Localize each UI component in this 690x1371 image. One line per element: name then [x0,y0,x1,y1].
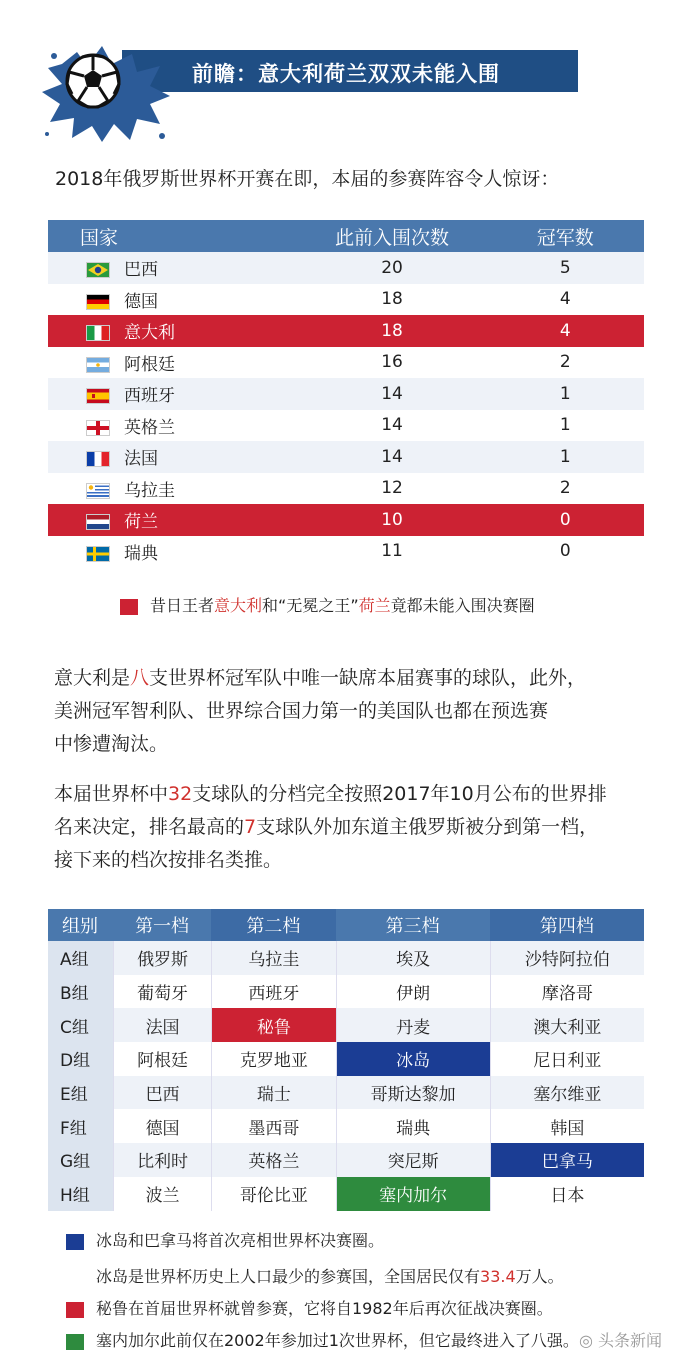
team-cell-highlight-blue: 冰岛 [336,1042,490,1076]
legend-highlight: 荷兰 [358,596,391,615]
netherlands-flag-icon [86,514,110,530]
red-legend-square [66,1302,84,1318]
team-cell: 法国 [113,1008,211,1042]
titles-value: 5 [487,252,644,284]
banner-title: 前瞻：意大利荷兰双双未能入围 [192,62,500,86]
titles-value: 0 [487,536,644,568]
titles-value: 2 [487,473,644,505]
appearances-value: 20 [298,252,487,284]
team-cell: 巴西 [113,1076,211,1110]
note-blue: 冰岛和巴拿马将首次亮相世界杯决赛圈。 [66,1228,384,1251]
germany-flag-icon [86,294,110,310]
green-legend-square [66,1334,84,1350]
legend-text: 竟都未能入围决赛圈 [390,596,535,615]
table-row [48,536,644,568]
titles-value: 2 [487,347,644,379]
group-draw-table [48,909,644,1211]
sweden-flag-icon [86,546,110,562]
country-name: 荷兰 [124,512,158,533]
appearances-value: 14 [298,441,487,473]
team-cell: 阿根廷 [113,1042,211,1076]
team-cell: 克罗地亚 [211,1042,335,1076]
red-legend-square [120,599,138,615]
table-row [48,284,644,316]
team-cell: 瑞士 [211,1076,335,1110]
appearances-value: 18 [298,315,487,347]
appearances-value: 16 [298,347,487,379]
group-label: F组 [48,1109,113,1143]
country-name: 瑞典 [124,543,158,564]
team-cell: 韩国 [490,1109,644,1143]
titles-value: 1 [487,441,644,473]
table-row [48,410,644,442]
team-cell: 丹麦 [336,1008,490,1042]
brazil-flag-icon [86,262,110,278]
england-flag-icon [86,420,110,436]
table-row [48,1042,644,1076]
header-pot-3: 第三档 [336,909,490,941]
note-red: 秘鲁在首届世界杯就曾参赛，它将自1982年后再次征战决赛圈。 [66,1296,553,1319]
appearances-table [48,220,644,567]
header-appearances: 此前入围次数 [298,220,487,252]
argentina-flag-icon [86,357,110,373]
team-cell: 波兰 [113,1177,211,1211]
titles-value: 4 [487,315,644,347]
section-banner [42,44,532,104]
blue-legend-square [66,1234,84,1250]
uruguay-flag-icon [86,483,110,499]
team-cell: 摩洛哥 [490,975,644,1009]
team-cell-highlight-red: 秘鲁 [211,1008,335,1042]
titles-value: 1 [487,410,644,442]
table-row-highlighted [48,315,644,347]
header-pot-2: 第二档 [211,909,335,941]
team-cell-highlight-green: 塞内加尔 [336,1177,490,1211]
legend-text: 和“无冕之王” [262,596,359,615]
legend-text: 昔日王者 [150,596,215,615]
group-label: E组 [48,1076,113,1110]
italy-flag-icon [86,325,110,341]
team-cell: 墨西哥 [211,1109,335,1143]
team-cell: 哥伦比亚 [211,1177,335,1211]
appearances-value: 12 [298,473,487,505]
table-row [48,378,644,410]
table-row [48,975,644,1009]
team-cell: 瑞典 [336,1109,490,1143]
team-cell: 葡萄牙 [113,975,211,1009]
table-row [48,1143,644,1177]
table-row-highlighted [48,504,644,536]
appearances-value: 14 [298,378,487,410]
table-header-row [48,220,644,252]
header-titles: 冠军数 [487,220,644,252]
paragraph-1: 意大利是八支世界杯冠军队中唯一缺席本届赛事的球队，此外， 美洲冠军智利队、世界综合国力第一的美国队也都在预选赛 中惨遭淘汰。 [54,667,587,755]
country-name: 阿根廷 [124,354,175,375]
titles-value: 0 [487,504,644,536]
legend-highlight: 意大利 [214,596,263,615]
paragraph-2: 本届世界杯中32支球队的分档完全按照2017年10月公布的世界排 名来决定，排名最高的7支球队外加东道主俄罗斯被分到第一档， 接下来的档次按排名类推。 [54,783,607,871]
appearances-value: 10 [298,504,487,536]
table1-legend [120,593,535,616]
spain-flag-icon [86,388,110,404]
team-cell: 西班牙 [211,975,335,1009]
country-name: 西班牙 [124,386,175,407]
country-name: 法国 [124,449,158,470]
notes-section [66,1228,666,1348]
titles-value: 1 [487,378,644,410]
table-row [48,252,644,284]
header-group: 组别 [48,909,113,941]
team-cell: 哥斯达黎加 [336,1076,490,1110]
group-label: D组 [48,1042,113,1076]
header-country: 国家 [48,220,298,252]
group-label: H组 [48,1177,113,1211]
team-cell: 英格兰 [211,1143,335,1177]
table-row [48,1177,644,1211]
titles-value: 4 [487,284,644,316]
table-row [48,347,644,379]
country-name: 乌拉圭 [124,480,175,501]
team-cell: 伊朗 [336,975,490,1009]
note-green: 塞内加尔此前仅在2002年参加过1次世界杯，但它最终进入了八强。 [66,1328,579,1351]
soccer-ball-icon [64,52,122,110]
team-cell: 沙特阿拉伯 [490,941,644,975]
team-cell: 比利时 [113,1143,211,1177]
header-pot-4: 第四档 [490,909,644,941]
country-name: 意大利 [124,323,175,344]
team-cell: 德国 [113,1109,211,1143]
table-header-row [48,909,644,941]
table-row [48,473,644,505]
france-flag-icon [86,451,110,467]
intro-text: 2018年俄罗斯世界杯开赛在即，本届的参赛阵容令人惊讶： [55,168,560,190]
country-name: 英格兰 [124,417,175,438]
appearances-value: 18 [298,284,487,316]
team-cell: 尼日利亚 [490,1042,644,1076]
group-label: G组 [48,1143,113,1177]
table-row [48,441,644,473]
weibo-icon: ◎ [578,1331,598,1350]
group-label: B组 [48,975,113,1009]
team-cell: 乌拉圭 [211,941,335,975]
group-label: A组 [48,941,113,975]
team-cell: 澳大利亚 [490,1008,644,1042]
table-row [48,1109,644,1143]
group-label: C组 [48,1008,113,1042]
team-cell: 突尼斯 [336,1143,490,1177]
note-blue-detail: 冰岛是世界杯历史上人口最少的参赛国，全国居民仅有33.4万人。 [96,1267,564,1286]
table-row [48,1008,644,1042]
table-row [48,941,644,975]
appearances-value: 11 [298,536,487,568]
country-name: 巴西 [124,260,158,281]
team-cell: 日本 [490,1177,644,1211]
appearances-value: 14 [298,410,487,442]
team-cell: 埃及 [336,941,490,975]
watermark: ◎ 头条新闻 [578,1331,662,1350]
table-row [48,1076,644,1110]
team-cell: 塞尔维亚 [490,1076,644,1110]
team-cell: 俄罗斯 [113,941,211,975]
header-pot-1: 第一档 [113,909,211,941]
country-name: 德国 [124,291,158,312]
team-cell-highlight-blue: 巴拿马 [490,1143,644,1177]
